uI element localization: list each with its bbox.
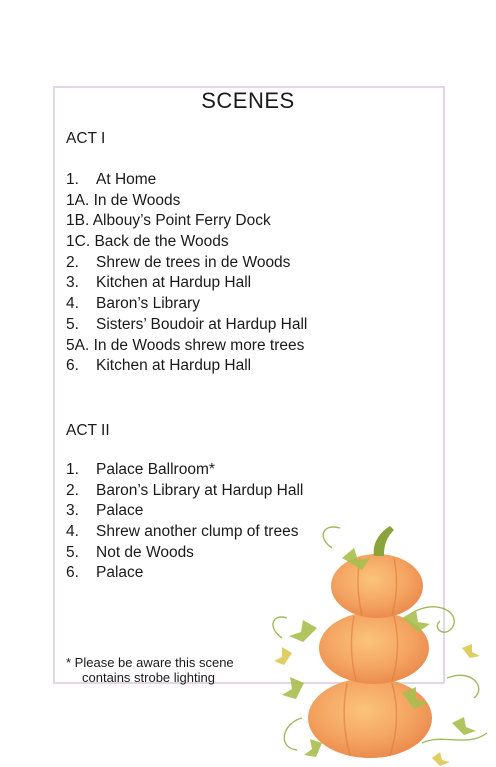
act-1-heading: ACT I <box>66 130 106 147</box>
scene-number: 4. <box>66 523 79 541</box>
scene-name: Albouy’s Point Ferry Dock <box>92 212 271 230</box>
pumpkin-stem <box>374 526 394 556</box>
scene-number: 1. <box>66 461 79 478</box>
strobe-warning-note <box>66 655 234 685</box>
scene-item <box>66 191 307 212</box>
scene-item <box>66 356 307 377</box>
scene-name: Palace <box>96 564 144 582</box>
scene-item <box>66 315 307 336</box>
scene-name: Baron’s Library at Hardup Hall <box>96 481 304 499</box>
scene-item <box>66 273 307 294</box>
act-2-heading: ACT II <box>66 422 110 439</box>
top-pumpkin <box>331 554 423 618</box>
scene-number: 5. <box>66 315 79 333</box>
scene-number: 3. <box>66 274 79 292</box>
scene-number: 4. <box>66 295 79 313</box>
scene-item <box>66 253 307 274</box>
scene-number: 1. <box>66 171 79 188</box>
scene-item <box>66 460 303 481</box>
scene-name: Not de Woods <box>96 543 194 561</box>
scene-number: 5. <box>66 543 79 561</box>
scene-number: 1C. <box>66 233 91 251</box>
scene-item <box>66 481 303 502</box>
page-title: SCENES <box>201 88 295 113</box>
scene-item <box>66 232 307 253</box>
scene-name: Shrew another clump of trees <box>96 523 299 541</box>
scene-name: Kitchen at Hardup Hall <box>96 357 252 375</box>
scene-name: Palace Ballroom* <box>96 461 215 478</box>
scene-number: 3. <box>66 502 79 520</box>
note-line-1: * Please be aware this scene <box>66 655 234 670</box>
scene-item <box>66 211 307 232</box>
scene-item <box>66 336 307 357</box>
scene-number: 6. <box>66 357 79 375</box>
scene-name: Palace <box>96 502 144 520</box>
scene-item <box>66 170 307 191</box>
scene-item <box>66 294 307 315</box>
scene-name: In de Woods shrew more trees <box>93 336 305 354</box>
scene-number: 1A. <box>66 191 90 209</box>
scene-name: At Home <box>96 171 157 188</box>
note-line-2: contains strobe lighting <box>82 670 215 685</box>
scene-number: 6. <box>66 564 79 582</box>
scene-name: Kitchen at Hardup Hall <box>96 274 252 292</box>
scene-name: In de Woods <box>93 191 181 209</box>
act-1-scene-list <box>66 170 307 377</box>
scene-number: 2. <box>66 481 79 499</box>
scene-name: Shrew de trees in de Woods <box>96 253 291 271</box>
scene-number: 1B. <box>66 212 90 230</box>
scene-name: Sisters’ Boudoir at Hardup Hall <box>96 315 308 333</box>
scene-number: 2. <box>66 253 79 271</box>
stacked-pumpkins-illustration <box>262 518 496 767</box>
scene-number: 5A. <box>66 336 90 354</box>
scene-name: Back de the Woods <box>94 233 229 251</box>
scene-name: Baron’s Library <box>96 295 200 313</box>
